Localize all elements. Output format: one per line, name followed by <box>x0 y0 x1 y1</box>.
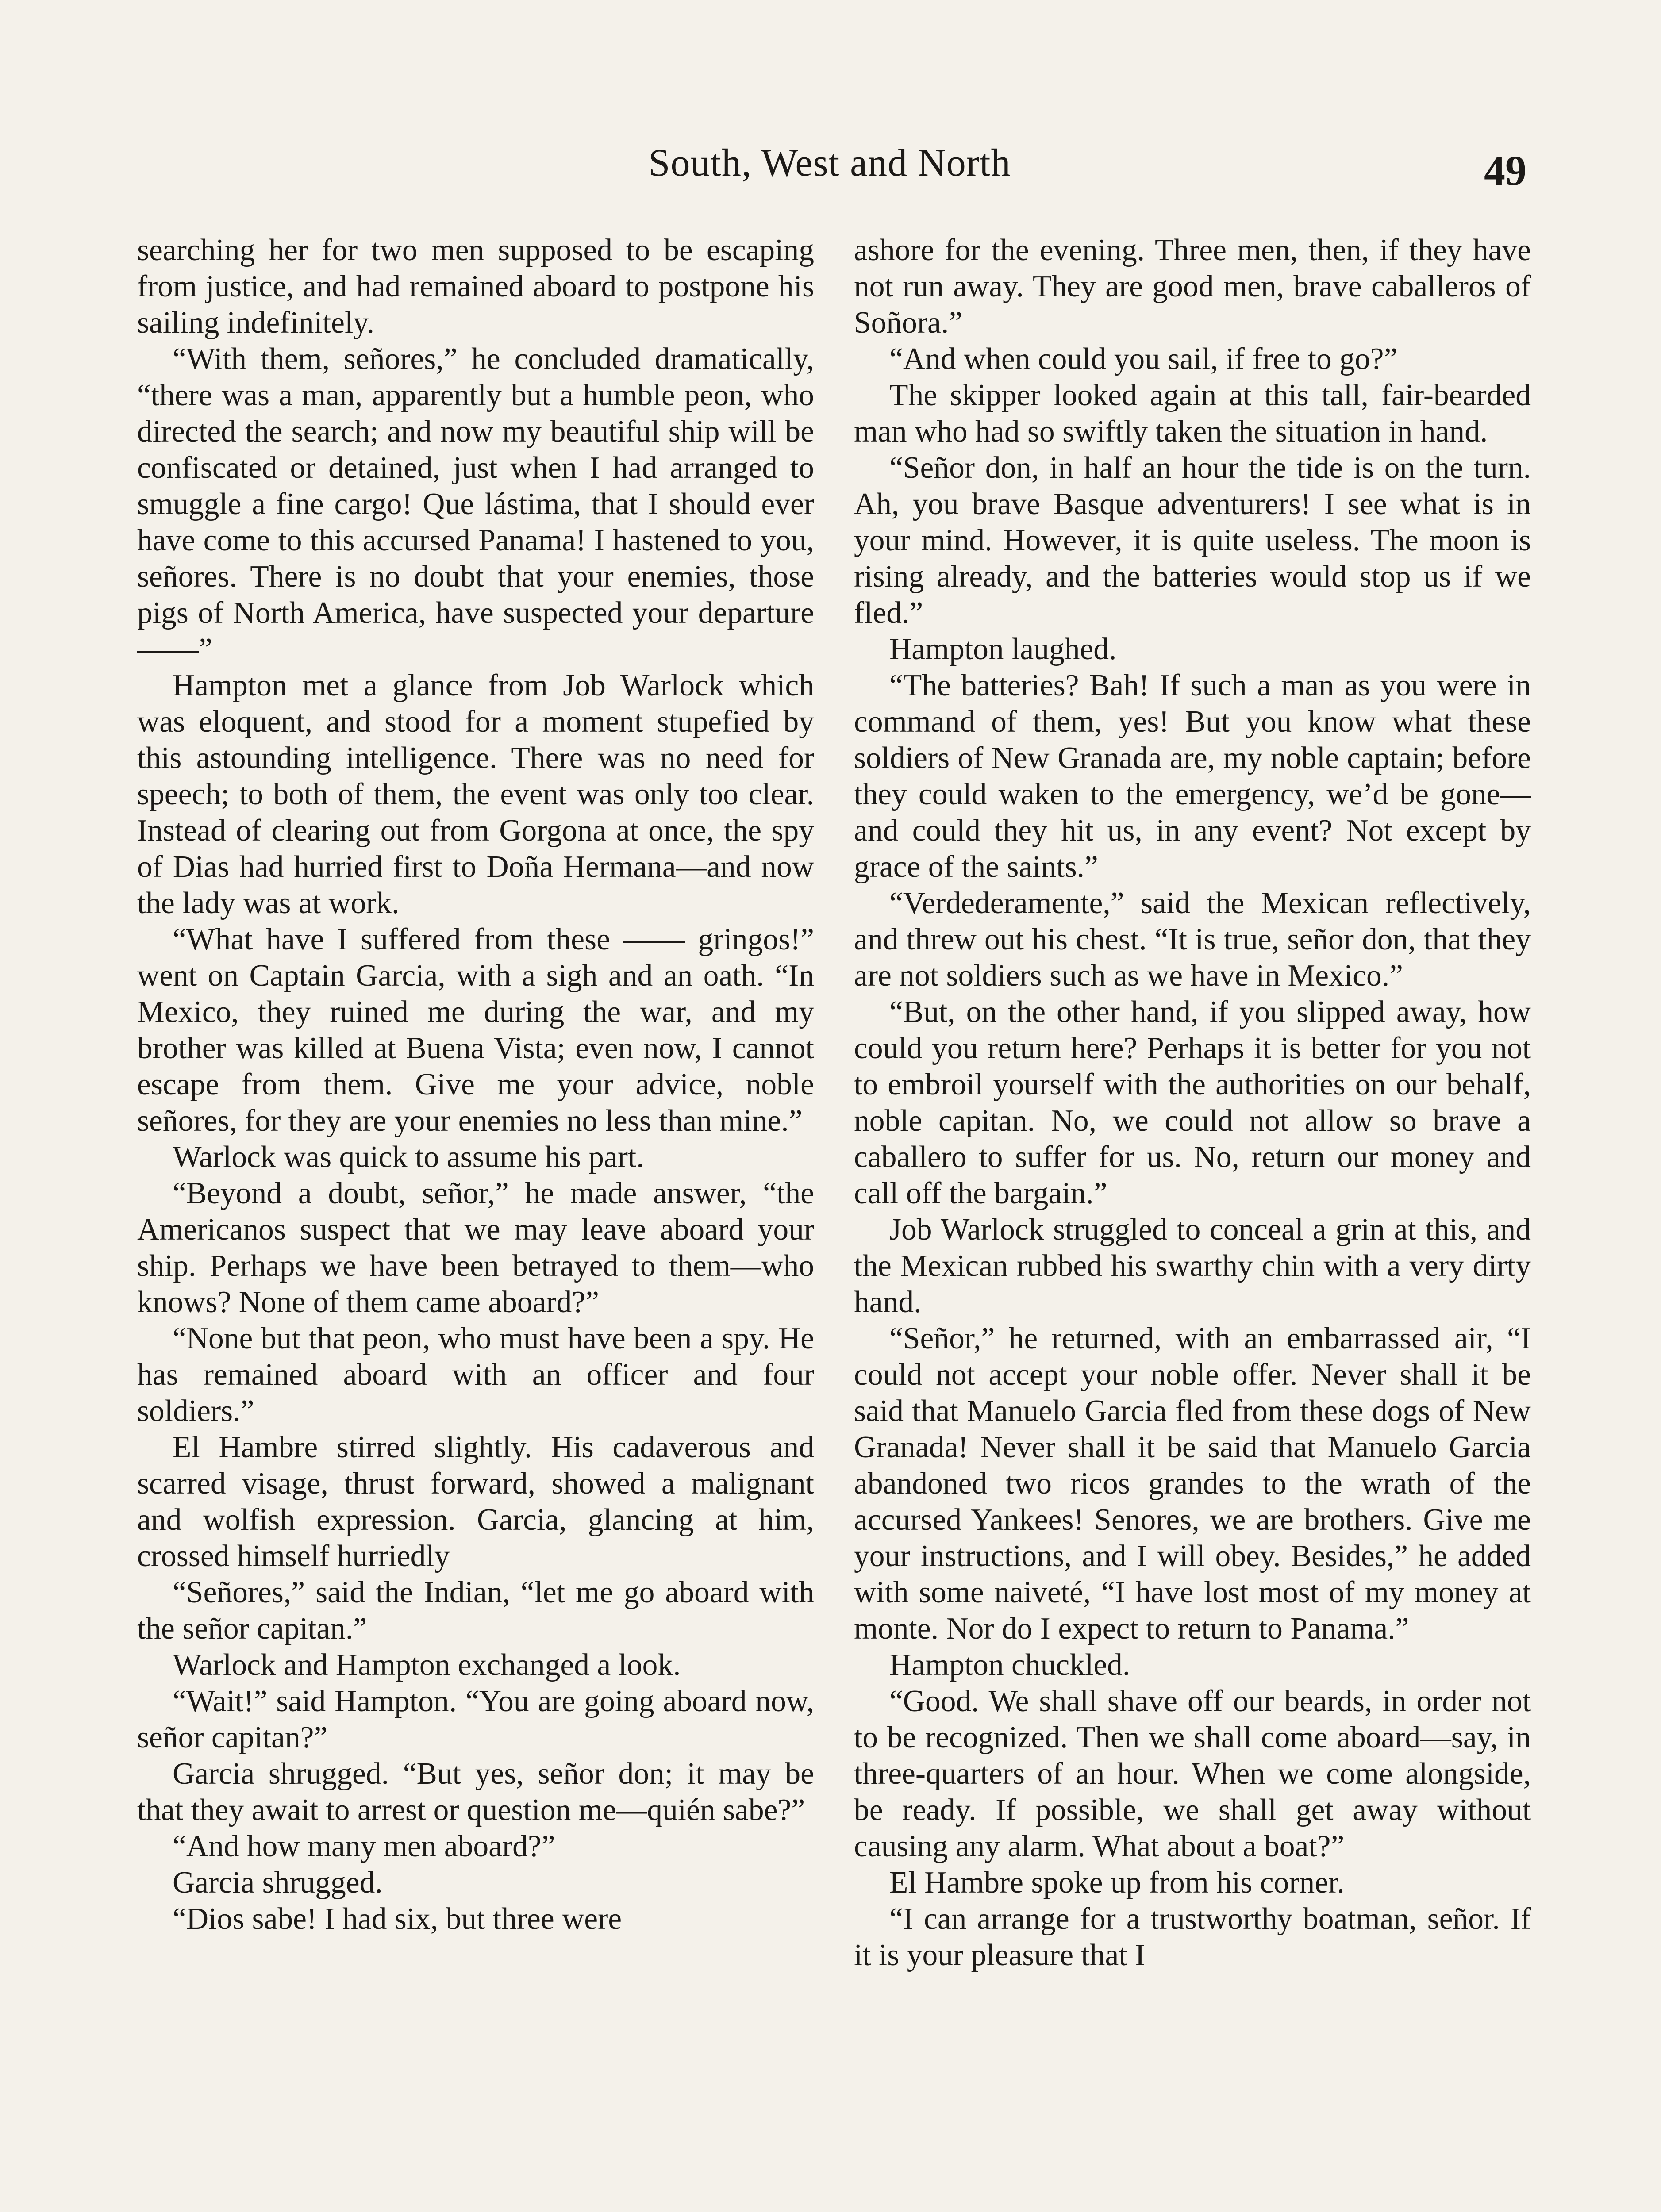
paragraph: Hampton met a glance from Job Warlock which was eloquent, and stood for a moment stupefied by this astounding intelligence. There was no need for speech; to both of them, the event was only too clear. Instead of clearing out from Gorgona at once, the spy of Dias had hurried first to Doña Hermana—and now the lady was at work. <box>137 668 814 920</box>
paragraph: “With them, señores,” he concluded dramatically, “there was a man, apparently but a humble peon, who directed the search; and now my beautiful ship will be confiscated or detained, just when I had arranged to smuggle a fine cargo! Que lástima, that I should ever have come to this accursed Panama! I hastened to you, señores. There is no doubt that your enemies, those pigs of North America, have suspected your departure ——” <box>137 342 814 666</box>
paragraph: searching her for two men supposed to be escaping from justice, and had remained aboard to postpone his sailing indefinitely. <box>137 233 814 340</box>
paragraph: El Hambre stirred slightly. His cadaverous and scarred visage, thrust forward, showed a malignant and wolfish expression. Garcia, glancing at him, crossed himself hurriedly <box>137 1430 814 1573</box>
paragraph: “What have I suffered from these —— gringos!” went on Captain Garcia, with a sigh and an oath. “In Mexico, they ruined me during the war, and my brother was killed at Buena Vista; even now, I cannot escape from them. Give me your advice, noble señores, for they are your enemies no less than mine.” <box>137 922 814 1138</box>
paragraph: “Wait!” said Hampton. “You are going aboard now, señor capitan?” <box>137 1684 814 1755</box>
paragraph: Warlock was quick to assume his part. <box>173 1140 644 1174</box>
paragraph: The skipper looked again at this tall, fair-bearded man who had so swiftly taken the situation in hand. <box>854 378 1531 449</box>
paragraph: El Hambre spoke up from his corner. <box>889 1866 1345 1900</box>
paragraph: “Señores,” said the Indian, “let me go aboard with the señor capitan.” <box>137 1575 814 1646</box>
paragraph: “Good. We shall shave off our beards, in order not to be recognized. Then we shall come aboard—say, in three-quarters of an hour. When we come alongside, be ready. If possible, we shall get away without causing any alarm. What about a boat?” <box>854 1684 1531 1863</box>
paragraph: “And when could you sail, if free to go?” <box>889 342 1398 376</box>
paragraph: Hampton laughed. <box>889 632 1117 666</box>
paragraph: Garcia shrugged. “But yes, señor don; it may be that they await to arrest or question me—quién sabe?” <box>137 1757 814 1827</box>
paragraph: “None but that peon, who must have been a spy. He has remained aboard with an officer and four soldiers.” <box>137 1321 814 1428</box>
page-number: 49 <box>1484 147 1526 194</box>
left-text-column <box>137 232 814 1937</box>
paragraph: “The batteries? Bah! If such a man as you were in command of them, yes! But you know what these soldiers of New Granada are, my noble captain; before they could waken to the emergency, we’d be gone—and could they hit us, in any event? Not except by grace of the saints.” <box>854 668 1531 884</box>
paragraph: “But, on the other hand, if you slipped away, how could you return here? Perhaps it is better for you not to embroil yourself with the authorities on our behalf, noble capitan. No, we could not allow so brave a caballero to suffer for us. No, return our money and call off the bargain.” <box>854 995 1531 1210</box>
paragraph: Garcia shrugged. <box>173 1866 383 1900</box>
page-header <box>133 141 1526 211</box>
paragraph: Warlock and Hampton exchanged a look. <box>173 1648 681 1682</box>
paragraph: ashore for the evening. Three men, then, if they have not run away. They are good men, brave caballeros of Soñora.” <box>854 233 1531 340</box>
running-title: South, West and North <box>648 142 1011 184</box>
paragraph: “Señor,” he returned, with an embarrassed air, “I could not accept your noble offer. Never shall it be said that Manuelo Garcia fled from these dogs of New Granada! Never shall it be said that Manuelo Garcia abandoned two ricos grandes to the wrath of the accursed Yankees! Senores, we are brothers. Give me your instructions, and I will obey. Besides,” he added with some naiveté, “I have lost most of my money at monte. Nor do I expect to return to Panama.” <box>854 1321 1531 1646</box>
paragraph: “I can arrange for a trustworthy boatman, señor. If it is your pleasure that I <box>854 1902 1531 1972</box>
paragraph: Job Warlock struggled to conceal a grin at this, and the Mexican rubbed his swarthy chin with a very dirty hand. <box>854 1213 1531 1319</box>
paragraph: Hampton chuckled. <box>889 1648 1130 1682</box>
paragraph: “Verdederamente,” said the Mexican reflectively, and threw out his chest. “It is true, señor don, that they are not soldiers such as we have in Mexico.” <box>854 886 1531 993</box>
paragraph: “And how many men aboard?” <box>173 1829 555 1863</box>
paragraph: “Señor don, in half an hour the tide is on the turn. Ah, you brave Basque adventurers! I see what is in your mind. However, it is quite useless. The moon is rising already, and the batteries would stop us if we fled.” <box>854 451 1531 630</box>
paragraph: “Beyond a doubt, señor,” he made answer, “the Americanos suspect that we may leave aboard your ship. Perhaps we have been betrayed to them—who knows? None of them came aboard?” <box>137 1176 814 1319</box>
right-text-column <box>854 232 1531 1974</box>
paragraph: “Dios sabe! I had six, but three were <box>173 1902 622 1936</box>
